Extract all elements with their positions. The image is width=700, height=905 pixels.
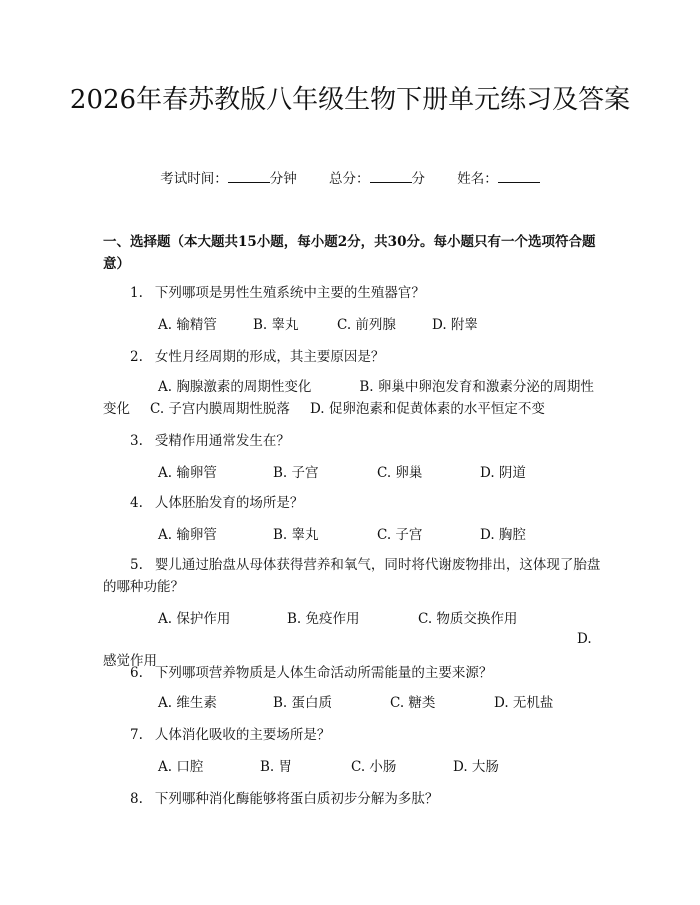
question-2-options [103,376,603,420]
option-c: C. 子宫内膜周期性脱落 [150,401,290,417]
total-score-blank [370,168,412,183]
option-c: C. 糖类 [390,695,436,711]
exam-time-field [160,168,297,189]
student-name-label: 姓名： [457,171,498,187]
question-5 [103,554,603,598]
option-c: C. 小肠 [351,759,397,775]
total-score-field [329,168,425,189]
option-b: B. 胃 [260,759,293,775]
question-5-options [103,608,603,669]
exam-time-label: 考试时间： [160,171,228,187]
question-text: 下列哪种消化酶能够将蛋白质初步分解为多肽？ [154,791,439,807]
question-number: 2. [130,349,143,365]
option-a: A. 胸腺激素的周期性变化 [158,379,312,395]
option-b: B. 免疫作用 [287,611,360,627]
question-7 [103,724,603,746]
question-text: 受精作用通常发生在？ [154,433,290,449]
option-a: A. 维生素 [158,695,217,711]
option-a: A. 输卵管 [158,527,217,543]
question-4 [103,492,603,514]
option-c: C. 卵巢 [377,465,423,481]
option-d: D. 促卵泡素和促黄体素的水平恒定不变 [309,401,545,417]
question-number: 6. [130,665,143,681]
student-name-field [457,168,540,189]
option-a: A. 输精管 [158,317,217,333]
question-text: 人体消化吸收的主要场所是？ [154,727,331,743]
question-number: 7. [130,727,143,743]
question-text: 婴儿通过胎盘从母体获得营养和氧气，同时将代谢废物排出，这体现了胎盘的哪种功能？ [103,557,601,595]
option-a: A. 口腔 [158,759,204,775]
option-a: A. 保护作用 [158,611,231,627]
option-d: D. 感觉作用 [103,631,592,669]
option-c: C. 物质交换作用 [418,611,518,627]
exam-info-row [0,168,700,189]
option-b: B. 蛋白质 [273,695,333,711]
question-number: 4. [130,495,143,511]
question-text: 下列哪项是男性生殖系统中主要的生殖器官？ [154,285,425,301]
question-number: 8. [130,791,143,807]
question-text: 下列哪项营养物质是人体生命活动所需能量的主要来源？ [154,665,493,681]
option-d: D. 阴道 [480,465,526,481]
question-2 [103,346,603,368]
student-name-blank [498,168,540,183]
section-heading: 一、选择题（本大题共15小题，每小题2分，共30分。每小题只有一个选项符合题意） [103,234,596,272]
question-1 [103,282,603,304]
question-3 [103,430,603,452]
total-score-unit: 分 [411,171,425,187]
option-c: C. 子宫 [377,527,423,543]
option-b: B. 子宫 [273,465,319,481]
option-d: D. 无机盐 [494,695,554,711]
option-d: D. 胸腔 [480,527,526,543]
exam-time-unit: 分钟 [269,171,297,187]
total-score-label: 总分： [329,171,370,187]
option-c: C. 前列腺 [337,317,396,333]
question-number: 5. [130,557,143,573]
exam-time-blank [228,168,270,183]
question-text: 女性月经周期的形成，其主要原因是？ [154,349,385,365]
question-6 [103,662,603,684]
question-number: 1. [130,285,143,301]
page-title: 2026年春苏教版八年级生物下册单元练习及答案 [69,85,631,115]
question-text: 人体胚胎发育的场所是？ [154,495,304,511]
option-a: A. 输卵管 [158,465,217,481]
question-8 [103,788,603,810]
question-number: 3. [130,433,143,449]
option-b: B. 睾丸 [253,317,299,333]
option-b: B. 睾丸 [273,527,319,543]
option-d: D. 附睾 [432,317,478,333]
option-b: B. 卵巢中卵泡发育和激素分泌的周期性变化 [103,379,594,417]
option-d: D. 大肠 [453,759,499,775]
